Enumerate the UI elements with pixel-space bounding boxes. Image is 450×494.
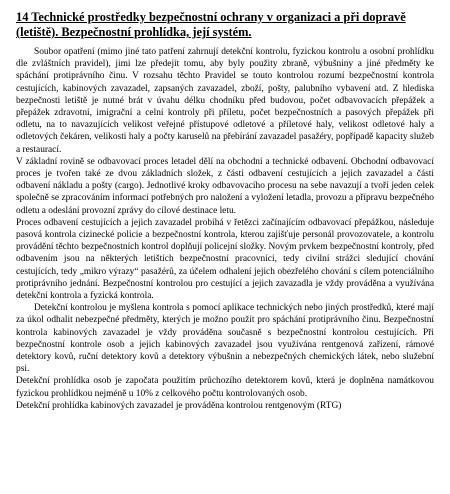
paragraph-cabin-baggage-screening: Detekční prohlídka kabinových zavazadel je prováděna kontrolou rentgenovým (RTG) xyxy=(16,400,342,411)
paragraph-person-screening: Detekční prohlídka osob je započata použitím průchozího detektorem kovů, která je doplněna namátkovou fyzickou prohlídkou nejméně u 10% z celkového počtu kontrolovaných osob. xyxy=(16,376,434,399)
paragraph-security-measures: Soubor opatření (mimo jiné tato patření zahrnují detekční kontrolu, fyzickou kontrolu a osobní prohlídku dle zvláštních pravidel), jimi lze předejít tomu, aby byly použity zbraně, výbušniny a jiné předměty ke spáchání protiprávního činu. V rozsahu těchto Pravidel se touto kontrolou rozumí bezpečnostní kontrola cestujících, kabinových zavazadel, zapsaných zavazadel, zboží, pošty, palubního vybavení atd. Z hlediska bezpečnosti letiště je nutné brát v úvahu délku chodníku před budovou, počet odbavovacích přepážek a přepážek zdravotní, imigrační a celní kontroly při příletu, počet bezpečnostních a pasových přepážek při odletu, na to navazujících velikost veřejné přístupové odletové a příletové haly, velikost odletové haly a odletových čekáren, velikosti haly a počty karuselů na přebírání zavazadel pasažéry, popřípadě kapacity služeb a restaurací. xyxy=(16,47,434,155)
paragraph-passenger-process: Proces odbavení cestujících a jejich zavazadel probíhá v řetězci začínajícím odbavovací přepážkou, následuje pasová kontrola cizinecké policie a bezpečnostní kontrola, kterou zajišťuje personál provozovatele, a kontrolu provádění těchto bezpečnostních kontrol doplňují policejní složky. Novým prvkem bezpečnostní kontroly, před odbavením jsou na některých letištích bezpečnostní pracovníci, tedy civilní strážci sledující chování cestujících, tedy „mikro výrazy“ pasažérů, za účelem odhalení jejich obezřelého chování s cílem potenciálního protiprávního jednání. Bezpečnostní kontrolou pro cestující a jejich zavazadla je vždy prováděna a využívána detekční kontrola a fyzická kontrola. xyxy=(16,217,434,302)
section-heading: 14 Technické prostředky bezpečnostní ochrany v organizaci a při dopravě (letiště). Bezpečnostní prohlídka, její systém. xyxy=(16,10,406,39)
document-page xyxy=(16,10,434,412)
paragraph-handling-process: V základní rovině se odbavovací proces letadel dělí na obchodní a technické odbavení. Obchodní odbavovací proces je tvořen také ze dvou základních složek, z části odbavení cestujících a jejich zavazadel a části odbavení nákladu a pošty (cargo). Jednotlivé kroky odbavovacího procesu na sebe navazují a tvoří jeden celek společně se zpracováním informací potřebných pro naložení a vyložení letadla, provozu a přípravu bezpečného odletu a odeslání provozní zprávy do cílové destinace letu. xyxy=(16,156,434,216)
paragraph-detection-control: Detekční kontrolou je myšlena kontrola s pomocí aplikace technických nebo jiných prostředků, které mají za úkol odhalit nebezpečné předměty, kterých je možno použít pro spáchání protiprávního činu. Bezpečnostní kontrola kabinových zavazadel je vždy prováděna současně s bezpečnostní kontrolou cestujících. Při bezpečnostní kontrole osob a jejich kabinových zavazadel jsou využívána rentgenová zařízení, rámové detektory kovů, ruční detektory kovů a detektory výbušnin a nebezpečných chemických látek, nebo služební psi. xyxy=(16,303,434,375)
